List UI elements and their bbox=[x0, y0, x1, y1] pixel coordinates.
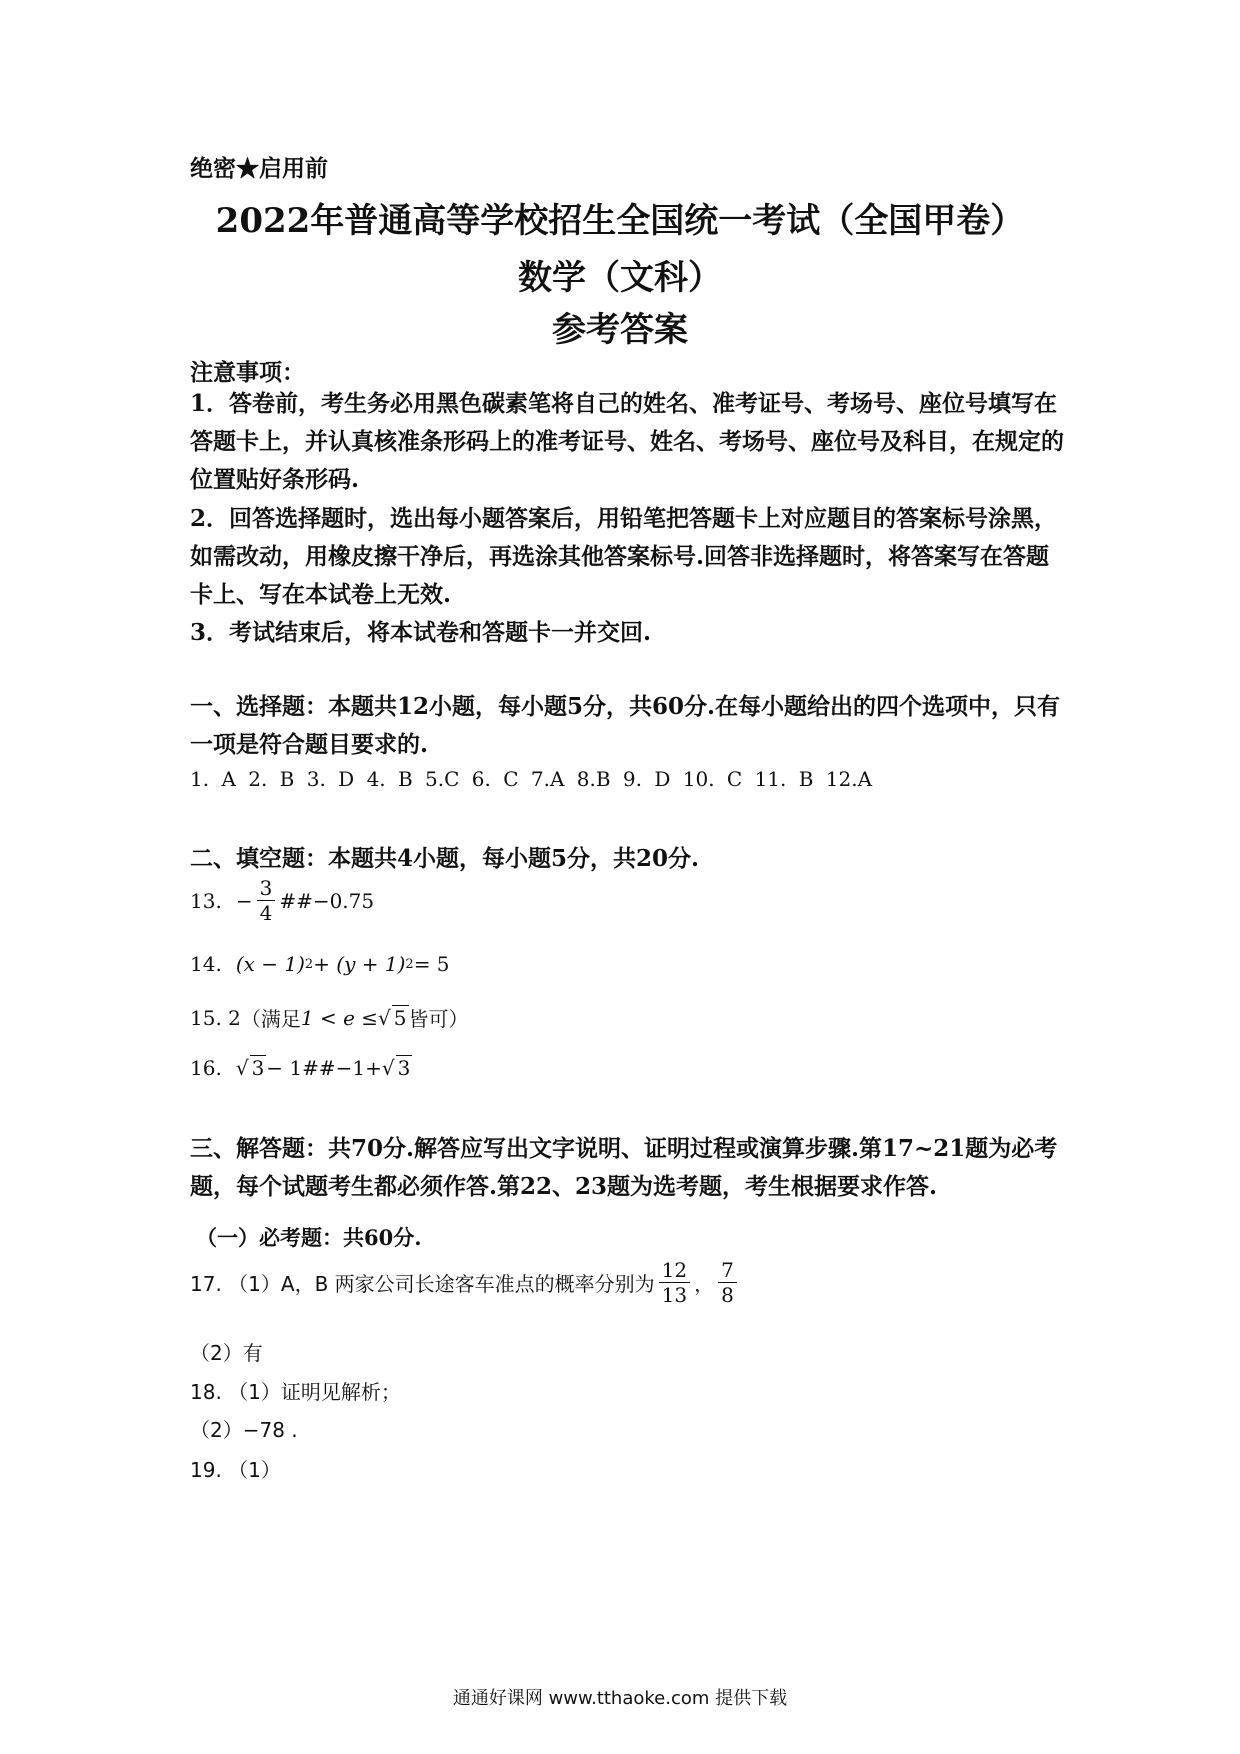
q13-alt: ##−0.75 bbox=[279, 888, 375, 913]
confidential-label: 绝密★启用前 bbox=[190, 155, 328, 182]
q15-inequality: 1 < e ≤ bbox=[300, 1005, 379, 1030]
q16-radicand-2: 3 bbox=[397, 1056, 411, 1080]
answer-17-part-1 bbox=[190, 1258, 741, 1307]
exam-title: 2022年普通高等学校招生全国统一考试（全国甲卷） bbox=[215, 201, 1025, 241]
q15-note-close: 皆可） bbox=[408, 1007, 469, 1031]
q15-number: 15. 2 bbox=[190, 1005, 241, 1030]
section-2-heading: 二、填空题：本题共4小题，每小题5分，共20分. bbox=[190, 845, 700, 872]
q15-sqrt-sign: √ bbox=[378, 1005, 391, 1030]
q17-separator: ， bbox=[694, 1272, 715, 1296]
q16-number: 16. bbox=[190, 1055, 222, 1080]
q13-numerator: 3 bbox=[257, 876, 276, 901]
section-3-heading: 三、解答题：共70分.解答应写出文字说明、证明过程或演算步骤.第17~21题为必考题，每个试题考生都必须作答.第22、23题为选考题，考生根据要求作答. bbox=[190, 1135, 1058, 1200]
answer-14 bbox=[190, 952, 450, 976]
q14-exp2: 2 bbox=[405, 956, 414, 972]
footer-download-source: 通通好课网 www.tthaoke.com 提供下载 bbox=[452, 1688, 788, 1709]
answer-15 bbox=[190, 1003, 469, 1032]
q14-number: 14. bbox=[190, 952, 222, 976]
q16-sqrt-sign-1: √ bbox=[235, 1055, 249, 1080]
q14-term2: + (y + 1) bbox=[313, 952, 406, 976]
q13-fraction bbox=[257, 876, 276, 925]
multiple-choice-answers: 1. A 2. B 3. D 4. B 5.C 6. C 7.A 8.B 9. D 10. C 11. B 12.A bbox=[190, 767, 873, 791]
notice-item-2: 2．回答选择题时，选出每小题答案后，用铅笔把答题卡上对应题目的答案标号涂黑，如需改动，用橡皮擦干净后，再选涂其他答案标号.回答非选择题时，将答案写在答题卡上、写在本试卷上无效. bbox=[190, 505, 1058, 608]
q13-number: 13. bbox=[190, 888, 222, 913]
q17-fraction-b-num: 7 bbox=[718, 1258, 737, 1283]
notice-item-1: 1．答卷前，考生务必用黑色碳素笔将自己的姓名、准考证号、考场号、座位号填写在答题卡上，并认真核准条形码上的准考证号、姓名、考场号、座位号及科目，在规定的位置贴好条形码. bbox=[190, 390, 1064, 493]
q17-fraction-b-den: 8 bbox=[721, 1283, 734, 1307]
answer-19-part-1: 19. （1） bbox=[190, 1458, 281, 1482]
subject-title: 数学（文科） bbox=[518, 258, 722, 298]
q13-denominator: 4 bbox=[259, 901, 273, 925]
q14-term1: (x − 1) bbox=[235, 952, 305, 976]
q15-radicand: 5 bbox=[393, 1006, 407, 1030]
answer-16 bbox=[190, 1055, 412, 1080]
q17-fraction-b bbox=[718, 1258, 737, 1307]
answer-13 bbox=[190, 876, 374, 925]
answer-17-part-2: （2）有 bbox=[190, 1341, 263, 1365]
q16-sqrt-sign-2: √ bbox=[381, 1055, 395, 1080]
q14-exp1: 2 bbox=[304, 956, 314, 972]
q17-fraction-a-den: 13 bbox=[661, 1283, 688, 1307]
notice-item-3: 3．考试结束后，将本试卷和答题卡一并交回. bbox=[190, 619, 652, 646]
q15-note-open: （满足 bbox=[240, 1007, 301, 1031]
q14-rhs: = 5 bbox=[413, 952, 450, 976]
q16-middle: − 1##−1+ bbox=[266, 1055, 382, 1080]
q17-fraction-a-num: 12 bbox=[659, 1258, 690, 1283]
document-type-title: 参考答案 bbox=[552, 310, 688, 350]
answer-18-part-1: 18. （1）证明见解析； bbox=[190, 1380, 401, 1404]
answer-18-part-2: （2）−78 . bbox=[190, 1418, 298, 1442]
q16-radicand-1: 3 bbox=[251, 1056, 265, 1080]
section-1-heading: 一、选择题：本题共12小题，每小题5分，共60分.在每小题给出的四个选项中，只有一项是符合题目要求的. bbox=[190, 693, 1061, 758]
q13-minus: − bbox=[235, 888, 253, 913]
notice-heading: 注意事项： bbox=[190, 359, 305, 386]
required-questions-heading: （一）必考题：共60分. bbox=[196, 1225, 422, 1250]
q17-text: 17. （1）A，B 两家公司长途客车准点的概率分别为 bbox=[190, 1272, 655, 1296]
q17-fraction-a bbox=[659, 1258, 690, 1307]
